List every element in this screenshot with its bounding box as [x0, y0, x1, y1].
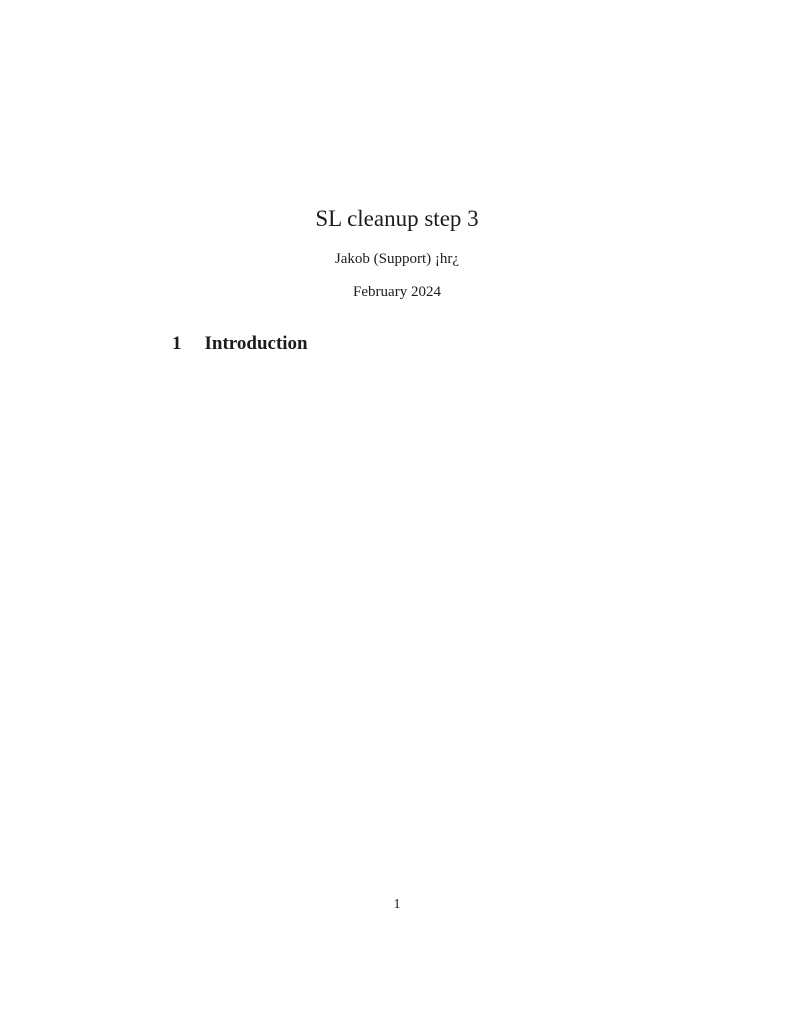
section-heading	[172, 333, 308, 356]
document-author: Jakob (Support) ¡hr¿	[334, 251, 460, 267]
section-title: Introduction	[204, 333, 308, 354]
page-number: 1	[393, 897, 401, 912]
document-date: February 2024	[353, 284, 441, 300]
document-title: SL cleanup step 3	[315, 206, 479, 231]
section-number: 1	[172, 333, 182, 354]
